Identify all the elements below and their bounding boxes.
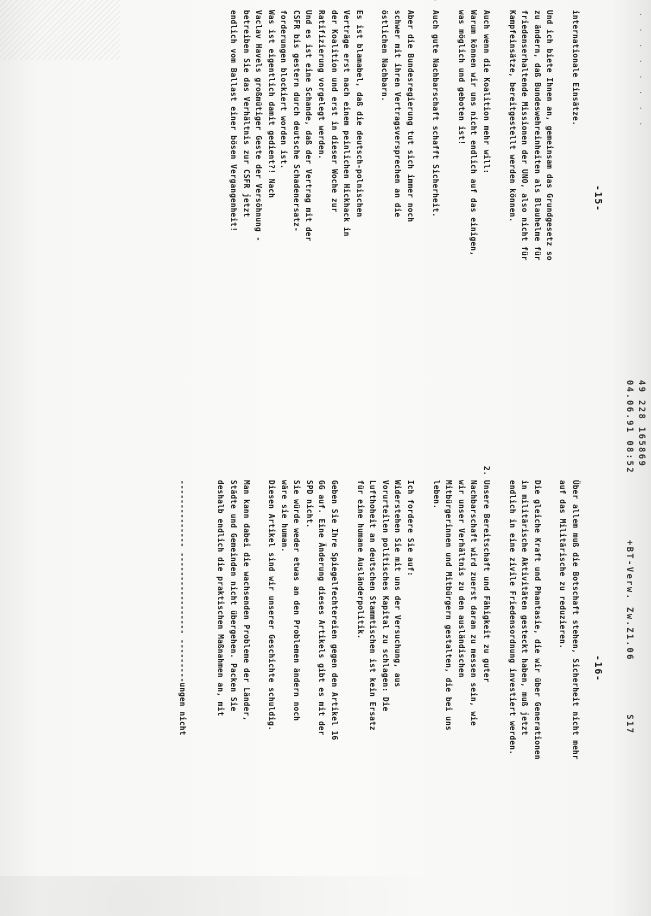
- text-line-content: Verträge erst nach einem peinlichen Hickhack in: [342, 10, 352, 237]
- text-line: [239, 480, 252, 900]
- text-line: [175, 480, 188, 900]
- fax-transmission-header: [622, 380, 646, 906]
- text-line-content: SPD nicht.: [304, 480, 314, 529]
- text-line-content: Aber die Bundesregierung tut sich immer noch: [405, 10, 415, 223]
- text-line: [327, 10, 340, 430]
- text-line-content: für eine humane Ausländerpolitik.: [355, 480, 365, 640]
- text-line-content: Die gleiche Kraft und Phantasie, die wir über Generationen: [532, 480, 542, 760]
- fax-number: 49 228 165869: [636, 380, 646, 468]
- text-line: [391, 480, 404, 900]
- text-line: [328, 480, 341, 900]
- text-line: [479, 466, 492, 900]
- text-line: [442, 480, 455, 900]
- text-line: [530, 10, 543, 430]
- text-line-content: Man kann dabei die wachsenden Probleme der Länder,: [241, 480, 251, 722]
- text-line-content: leben.: [431, 480, 441, 509]
- text-line: [530, 480, 543, 900]
- text-line-content: auf das Militärische zu reduzieren.: [558, 480, 568, 649]
- text-line-content: Warum können wir uns nicht endlich auf das einigen,: [469, 10, 479, 256]
- scan-shadow: [0, 876, 651, 916]
- text-line: [429, 10, 442, 430]
- text-line: [290, 480, 303, 900]
- text-line-content: Vaclav Havels großmütiger Geste der Versöhnung -: [254, 10, 264, 242]
- text-line: [403, 480, 416, 900]
- text-line-content: Auch wenn die Koalition mehr will:: [482, 10, 492, 174]
- paragraph-gap: [441, 10, 454, 430]
- paragraph-gap: [492, 10, 505, 430]
- scan-edge-noise: · · · · · · · ·: [636, 12, 645, 130]
- text-line: [505, 480, 518, 900]
- text-line: [366, 480, 379, 900]
- bullet-marker: [429, 0, 442, 1]
- text-line-content: wir unser Verhältnis zu den ausländischen: [456, 480, 466, 678]
- text-line: [277, 10, 290, 430]
- text-line-content: -------------- ----------------- ---------ungen nicht: [177, 480, 187, 736]
- left-text-column: [226, 10, 581, 430]
- text-line: [568, 480, 581, 900]
- text-line-content: Auch gute Nachbarschaft schafft Sicherheit.: [431, 10, 441, 218]
- text-line: [543, 10, 556, 430]
- text-line: [340, 10, 353, 430]
- text-line-content: Lufthoheit an deutschen Stammtischen ist kein Ersatz: [368, 480, 378, 731]
- paragraph-gap: [252, 480, 265, 900]
- text-line: [239, 10, 252, 430]
- page-number-left: -15-: [592, 185, 603, 212]
- text-line: [505, 10, 518, 430]
- text-line: [378, 10, 391, 430]
- text-line: [226, 480, 239, 900]
- text-line: [315, 480, 328, 900]
- text-line-content: endlich vom Ballast einer bösen Vergangenheit!: [228, 10, 238, 232]
- text-line-content: Ratifizierung vorgelegt werden.: [317, 10, 327, 160]
- text-line: [556, 480, 569, 900]
- paragraph-gap: [365, 10, 378, 430]
- paragraph-gap: [416, 10, 429, 430]
- text-line-content: östlichen Nachbarn.: [380, 10, 390, 102]
- scan-corner-noise: [0, 0, 120, 60]
- text-line: [467, 480, 480, 900]
- fax-sender-page: [624, 540, 634, 735]
- text-line-content: Nachbarschaft wird zuerst daran zu messen sein, wie: [469, 480, 479, 726]
- fax-datetime: 04.06.91 08:52: [624, 380, 634, 475]
- text-line: [265, 480, 278, 900]
- text-line-content: wäre sie human.: [279, 480, 289, 553]
- text-line: [353, 480, 366, 900]
- text-line: [403, 10, 416, 430]
- text-line: [518, 10, 531, 430]
- text-line: [467, 10, 480, 430]
- page-number-right: -16-: [592, 655, 603, 682]
- text-line-content: der Koalition und erst in dieser Woche zur: [329, 10, 339, 213]
- fax-sender: +BT-Verw. Zw.Z1.06: [624, 540, 634, 661]
- text-line: [277, 480, 290, 900]
- text-line: [479, 10, 492, 430]
- text-line: [315, 10, 328, 430]
- text-line-content: Unsere Bereitschaft und Fähigkeit zu guter: [482, 480, 492, 683]
- text-line: [568, 10, 581, 430]
- paragraph-gap: [543, 480, 556, 900]
- text-line: [518, 480, 531, 900]
- text-line-content: Widerstehen Sie mit uns der Versuchung, aus: [393, 480, 403, 688]
- text-line: [289, 10, 302, 430]
- text-line-content: Was ist eigentlich damit gedient?! Nach: [266, 10, 276, 199]
- text-line-content: friedenserhaltende Missionen der UNO, also nicht für: [520, 10, 530, 261]
- text-line-content: Sie würde weder etwas an den Problemen ändern noch: [292, 480, 302, 722]
- text-line: [352, 10, 365, 430]
- text-line: [264, 10, 277, 430]
- text-line-content: Geben Sie Ihre Spiegelfechtereien gegen den Artikel 16: [330, 480, 340, 741]
- text-line-content: internationale Einsätze.: [571, 10, 580, 126]
- paragraph-gap: [492, 480, 505, 900]
- text-line: [302, 480, 315, 900]
- paragraph-gap: [340, 480, 353, 900]
- paragraph-gap: [188, 480, 201, 900]
- text-line-content: in militärische Aktivitäten gesteckt haben, muß jetzt: [520, 480, 530, 736]
- text-line: [378, 480, 391, 900]
- list-number: 2.: [482, 466, 492, 476]
- paragraph-gap: [201, 480, 214, 900]
- text-line: [454, 10, 467, 430]
- text-line-content: Mitbürgerinnen und Mitbürgern gestalten, die bei uns: [444, 480, 454, 731]
- text-line-content: zu ändern, daß Bundeswehreinheiten als Blauhelme für: [532, 10, 542, 261]
- text-line-content: CSFR bis gestern durch deutsche Schadenersatz-: [291, 10, 301, 232]
- text-line-content: was möglich und geboten ist!: [456, 10, 466, 146]
- paragraph-gap: [555, 10, 568, 430]
- paragraph-gap: [416, 480, 429, 900]
- text-line-content: Über allem muß die Botschaft stehen, Sicherheit nicht mehr: [571, 480, 580, 760]
- text-line-content: Diesen Artikel sind wir unserer Geschichte schuldig.: [267, 480, 277, 731]
- text-line-content: Städte und Gemeinden nicht übergehen. Packen Sie: [228, 480, 238, 712]
- text-line-content: forderungen blockiert worden ist.: [279, 10, 289, 170]
- text-line: [429, 480, 442, 900]
- text-line-content: Ich fordere Sie auf:: [406, 480, 416, 577]
- text-line-content: Es ist blamabel, daß die deutsch-polnischen: [354, 10, 364, 218]
- text-line-content: deshalb endlich die praktischen Maßnahmen an, mit: [216, 480, 226, 717]
- text-line: [302, 10, 315, 430]
- right-text-column: [175, 466, 581, 900]
- text-line: [390, 10, 403, 430]
- fax-page-code: S17: [624, 714, 634, 735]
- text-line-content: endlich in eine zivile Friedensordnung investiert werden.: [507, 480, 517, 755]
- text-line-content: Vorurteilen politisches Kapital zu schlagen: Die: [380, 480, 390, 712]
- text-line: [454, 480, 467, 900]
- text-line: [214, 480, 227, 900]
- text-line-content: betreiben Sie das Verhältnis zur CSFR jetzt: [241, 10, 251, 218]
- text-line-content: Und ich biete Ihnen an, gemeinsam das Grundgesetz so: [545, 10, 555, 261]
- text-line-content: Kampfeinsätze, bereitgestellt werden können.: [507, 10, 517, 223]
- text-line-content: schwer mit ihren Vertragsversprechen an die: [393, 10, 403, 218]
- text-line: [252, 10, 265, 430]
- text-line: [226, 10, 239, 430]
- text-line-content: Und es ist eine Schande, daß der Vertrag mit der: [304, 10, 314, 242]
- text-line-content: GG auf. Eine Änderung dieses Artikels gibt es mit der: [317, 480, 327, 736]
